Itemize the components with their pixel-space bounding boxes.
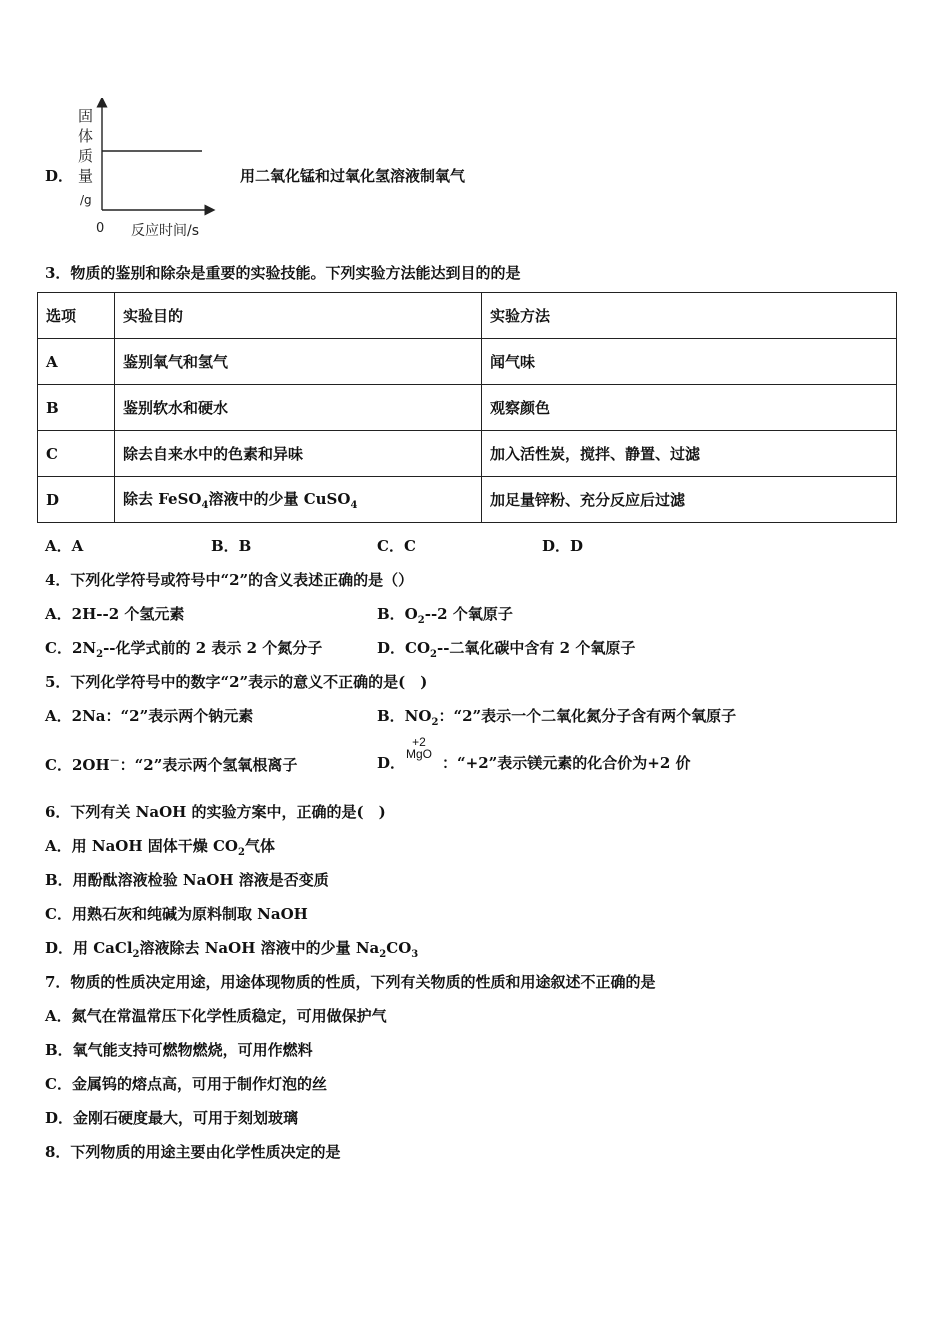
ylabel-char-3: 质 [78,147,94,165]
q3-answer-b[interactable]: B．B [211,537,252,555]
row-method: 加足量锌粉、充分反应后过滤 [482,477,897,523]
q4-option-b[interactable]: B．$O_2--2$ 个氧原子 [377,605,513,626]
q5-option-a[interactable]: A．2Na：“2”表示两个钠元素 [45,707,254,725]
q4-option-a[interactable]: A．2H--2 个氢元素 [45,605,185,623]
row-goal: 除去自来水中的色素和异味 [115,431,482,477]
q7-option-b[interactable]: B．氧气能支持可燃物燃烧，可用作燃料 [45,1041,313,1059]
ylabel-char-1: 固 [78,107,94,125]
ylabel-char-2: 体 [78,127,94,145]
q5-stem: 5．下列化学符号中的数字“2”表示的意义不正确的是( ) [45,673,428,691]
q5-option-d-letter[interactable]: D． [377,754,406,772]
q3-stem: 3．物质的鉴别和除杂是重要的实验技能。下列实验方法能达到目的的是 [45,264,521,282]
q7-option-c[interactable]: C．金属钨的熔点高，可用于制作灯泡的丝 [45,1075,327,1093]
q7-option-d[interactable]: D．金刚石硬度最大，可用于刻划玻璃 [45,1109,299,1127]
header-goal: 实验目的 [115,293,482,339]
table-row [38,385,897,431]
q2-option-d-description: 用二氧化锰和过氧化氢溶液制氧气 [240,167,466,185]
q3-answer-d[interactable]: D．D [542,537,584,555]
valence-mark: +2 [412,735,426,749]
table-row [38,339,897,385]
q5-option-d-text: ：“+2”表示镁元素的化合价为+2 价 [442,754,691,772]
table-row [38,477,897,523]
xlabel: 反应时间/s [131,223,200,239]
q7-stem: 7．物质的性质决定用途，用途体现物质的性质，下列有关物质的性质和用途叙述不正确的是 [45,973,656,991]
row-option: D [38,477,115,523]
row-method: 加入活性炭，搅拌、静置、过滤 [482,431,897,477]
q4-option-c[interactable]: C．$2N_2--$化学式前的 2 表示 2 个氮分子 [45,639,323,660]
q3-experiment-table [37,292,897,523]
q8-stem: 8．下列物质的用途主要由化学性质决定的是 [45,1143,341,1161]
row-method: 观察颜色 [482,385,897,431]
row-option: A [38,339,115,385]
origin-label: 0 [96,221,105,236]
ylabel-char-4: 量 [78,167,94,185]
q4-stem: 4．下列化学符号或符号中“2”的含义表述正确的是（） [45,571,414,589]
mgo-valence-formula [406,736,432,760]
q4-option-d[interactable]: D．$CO_2--$二氧化碳中含有 2 个氧原子 [377,639,636,660]
q6-option-d[interactable]: D．用 CaCl$_2$溶液除去 NaOH 溶液中的少量 $Na_2CO_3$ [45,939,419,960]
q2-option-d-letter: D． [45,167,74,185]
header-option: 选项 [38,293,115,339]
mgo-formula: MgO [406,747,433,761]
row-option: C [38,431,115,477]
row-goal: 鉴别软水和硬水 [115,385,482,431]
q7-option-a[interactable]: A．氮气在常温常压下化学性质稳定，可用做保护气 [45,1007,387,1025]
row-goal: 鉴别氧气和氢气 [115,339,482,385]
q6-option-c[interactable]: C．用熟石灰和纯碱为原料制取 NaOH [45,905,308,923]
q5-option-c[interactable]: C．2OH－：“2”表示两个氢氧根离子 [45,756,298,774]
solid-mass-graph [68,98,228,243]
row-method: 闻气味 [482,339,897,385]
table-row [38,431,897,477]
q6-option-a[interactable]: A．用 NaOH 固体干燥 $CO_2$气体 [45,837,275,858]
q3-answer-a[interactable]: A．A [45,537,84,555]
q6-option-b[interactable]: B．用酚酞溶液检验 NaOH 溶液是否变质 [45,871,329,889]
row-option: B [38,385,115,431]
q3-answer-c[interactable]: C．C [377,537,416,555]
ylabel-unit: /g [80,193,92,207]
q6-stem: 6．下列有关 NaOH 的实验方案中，正确的是( ) [45,803,386,821]
header-method: 实验方法 [482,293,897,339]
table-header-row [38,293,897,339]
row-goal: 除去 FeSO$_4$溶液中的少量 CuSO$_4$ [115,477,482,523]
q5-option-b[interactable]: B．$NO_2$：“2”表示一个二氧化氮分子含有两个氧原子 [377,707,737,728]
